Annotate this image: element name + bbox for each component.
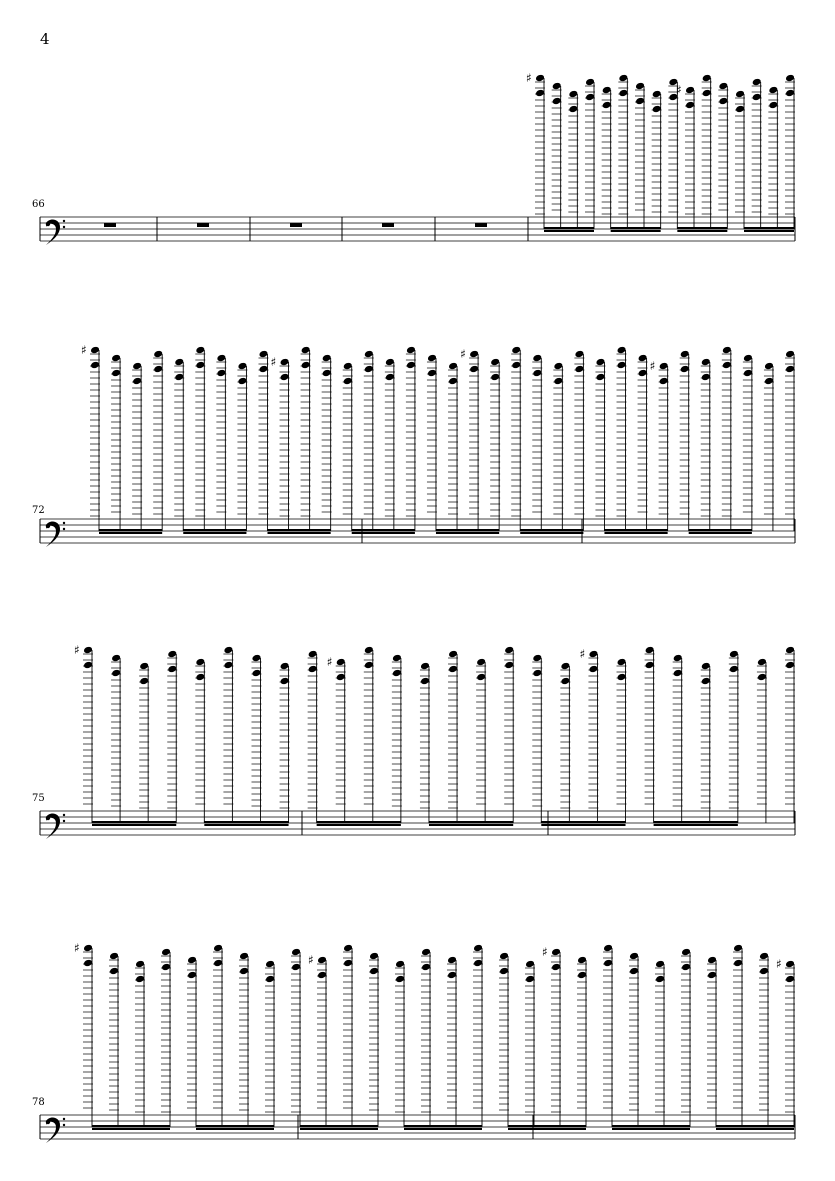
note-chord <box>681 948 691 1127</box>
note-chord <box>676 83 695 229</box>
note-chord <box>560 662 570 823</box>
note-chord <box>364 646 374 823</box>
beam <box>300 1128 378 1130</box>
note-chord <box>490 358 500 531</box>
note-chord <box>280 662 290 823</box>
beam <box>611 230 661 232</box>
page-number: 4 <box>40 30 50 48</box>
note-chord <box>251 654 261 823</box>
staff-system <box>40 343 795 547</box>
note-chord <box>427 354 437 531</box>
note-chord <box>526 71 545 229</box>
note-chord <box>764 362 774 531</box>
note-chord <box>577 956 587 1127</box>
beam <box>429 821 513 824</box>
staff-system <box>40 71 795 245</box>
note-chord <box>701 662 711 823</box>
note-chord <box>752 78 762 229</box>
beam <box>520 532 583 534</box>
note-chord <box>213 944 223 1127</box>
note-chord <box>668 78 678 229</box>
beam <box>352 532 415 534</box>
note-chord <box>585 78 595 229</box>
beam <box>317 821 401 824</box>
note-chord <box>618 74 628 229</box>
note-chord <box>645 646 655 823</box>
beam <box>508 1128 586 1130</box>
note-chord <box>385 358 395 531</box>
beam <box>604 529 667 532</box>
staff-system <box>40 941 795 1143</box>
note-chord <box>504 646 514 823</box>
beam <box>183 532 246 534</box>
beam <box>196 1125 274 1128</box>
beam <box>689 529 752 532</box>
beam <box>404 1128 482 1130</box>
measure-number-system-4: 78 <box>32 1097 45 1108</box>
note-chord <box>499 952 509 1127</box>
beam <box>612 1128 690 1130</box>
note-chord <box>617 658 627 823</box>
beam <box>92 821 176 824</box>
whole-rest <box>475 223 487 227</box>
beam <box>317 824 401 826</box>
beam <box>544 227 594 230</box>
note-chord <box>542 945 561 1127</box>
note-chord <box>735 90 745 229</box>
note-chord <box>729 650 739 823</box>
note-chord <box>733 944 743 1127</box>
note-chord <box>167 650 177 823</box>
note-chord <box>161 948 171 1127</box>
note-chord <box>74 643 93 823</box>
note-chord <box>111 354 121 531</box>
note-chord <box>223 646 233 823</box>
note-chord <box>448 650 458 823</box>
beam <box>744 227 794 230</box>
beam <box>677 227 727 230</box>
note-chord <box>111 654 121 823</box>
note-chord <box>237 362 247 531</box>
sharp-icon: ♯ <box>579 647 586 661</box>
sharp-icon: ♯ <box>74 941 80 955</box>
note-chord <box>722 346 732 531</box>
note-chord <box>448 362 458 531</box>
measure-number-system-2: 72 <box>32 505 45 516</box>
note-chord <box>395 960 405 1127</box>
note-chord <box>327 655 346 823</box>
beam <box>654 824 738 826</box>
beam <box>267 529 330 532</box>
note-chord <box>420 662 430 823</box>
note-chord <box>195 346 205 531</box>
note-chord <box>568 90 578 229</box>
beam <box>520 529 583 532</box>
note-chord <box>785 646 795 823</box>
whole-rest <box>382 223 394 227</box>
note-chord <box>511 346 521 531</box>
note-chord <box>617 346 627 531</box>
measure-number-system-1: 66 <box>32 199 45 210</box>
beam <box>716 1128 794 1130</box>
note-chord <box>132 362 142 531</box>
note-chord <box>271 355 290 531</box>
sharp-icon: ♯ <box>776 957 782 971</box>
note-chord <box>476 658 486 823</box>
sharp-icon: ♯ <box>74 643 80 657</box>
sharp-icon: ♯ <box>542 945 548 959</box>
note-chord <box>258 350 268 531</box>
note-chord <box>174 358 184 531</box>
note-chord <box>369 952 379 1127</box>
note-chord <box>638 354 648 531</box>
note-chord <box>239 952 249 1127</box>
note-chord <box>308 953 327 1127</box>
note-chord <box>364 350 374 531</box>
note-chord <box>759 952 769 1127</box>
note-chord <box>153 350 163 531</box>
beam <box>352 529 415 532</box>
note-chord <box>532 354 542 531</box>
note-chord <box>768 86 778 229</box>
note-chord <box>187 956 197 1127</box>
beam <box>436 532 499 534</box>
beam <box>689 532 752 534</box>
note-chord <box>291 948 301 1127</box>
note-chord <box>785 74 795 229</box>
note-chord <box>707 956 717 1127</box>
note-chord <box>552 82 562 229</box>
note-chord <box>579 647 598 823</box>
note-chord <box>216 354 226 531</box>
sharp-icon: ♯ <box>649 359 656 373</box>
note-chord <box>74 941 93 1127</box>
note-chord <box>635 82 645 229</box>
beam <box>612 1125 690 1128</box>
whole-rest <box>197 223 209 227</box>
note-chord <box>460 347 479 531</box>
beam <box>92 824 176 826</box>
beam <box>99 532 162 534</box>
sharp-icon: ♯ <box>526 71 532 85</box>
note-chord <box>109 952 119 1127</box>
note-chord <box>525 960 535 1127</box>
beam <box>204 824 288 826</box>
sharp-icon: ♯ <box>326 655 333 669</box>
beam <box>92 1125 170 1128</box>
note-chord <box>776 957 795 1127</box>
note-chord <box>680 350 690 531</box>
note-chord <box>532 654 542 823</box>
note-chord <box>785 350 795 531</box>
note-chord <box>392 654 402 823</box>
sharp-icon: ♯ <box>676 83 682 97</box>
beam <box>267 532 330 534</box>
note-chord <box>673 654 683 823</box>
note-chord <box>757 658 767 823</box>
whole-rest <box>290 223 302 227</box>
note-chord <box>308 650 318 823</box>
staff-system <box>40 643 795 839</box>
note-chord <box>81 343 100 531</box>
note-chord <box>447 956 457 1127</box>
note-chord <box>595 358 605 531</box>
note-chord <box>473 944 483 1127</box>
beam <box>204 821 288 824</box>
beam <box>541 821 625 824</box>
beam <box>429 824 513 826</box>
note-chord <box>553 362 563 531</box>
note-chord <box>135 960 145 1127</box>
note-chord <box>702 74 712 229</box>
note-chord <box>301 346 311 531</box>
sharp-icon: ♯ <box>308 953 314 967</box>
note-chord <box>195 658 205 823</box>
measure-number-system-3: 75 <box>32 793 45 804</box>
note-chord <box>322 354 332 531</box>
beam <box>99 529 162 532</box>
beam <box>654 821 738 824</box>
note-chord <box>343 944 353 1127</box>
beam <box>508 1125 586 1128</box>
note-chord <box>701 358 711 531</box>
sharp-icon: ♯ <box>460 347 466 361</box>
beam <box>604 532 667 534</box>
beam <box>92 1128 170 1130</box>
beam <box>611 227 661 230</box>
beam <box>677 230 727 232</box>
note-chord <box>265 960 275 1127</box>
note-chord <box>650 359 669 531</box>
beam <box>544 230 594 232</box>
note-chord <box>139 662 149 823</box>
sharp-icon: ♯ <box>270 355 277 369</box>
note-chord <box>406 346 416 531</box>
beam <box>436 529 499 532</box>
beam <box>404 1125 482 1128</box>
beam <box>300 1125 378 1128</box>
note-chord <box>655 960 665 1127</box>
note-chord <box>574 350 584 531</box>
beam <box>744 230 794 232</box>
note-chord <box>743 354 753 531</box>
note-chord <box>343 362 353 531</box>
note-chord <box>421 948 431 1127</box>
beam <box>183 529 246 532</box>
note-chord <box>652 90 662 229</box>
whole-rest <box>104 223 116 227</box>
beam <box>541 824 625 826</box>
beam <box>196 1128 274 1130</box>
sharp-icon: ♯ <box>81 343 87 357</box>
note-chord <box>718 82 728 229</box>
beam <box>716 1125 794 1128</box>
note-chord <box>603 944 613 1127</box>
note-chord <box>602 86 612 229</box>
note-chord <box>629 952 639 1127</box>
